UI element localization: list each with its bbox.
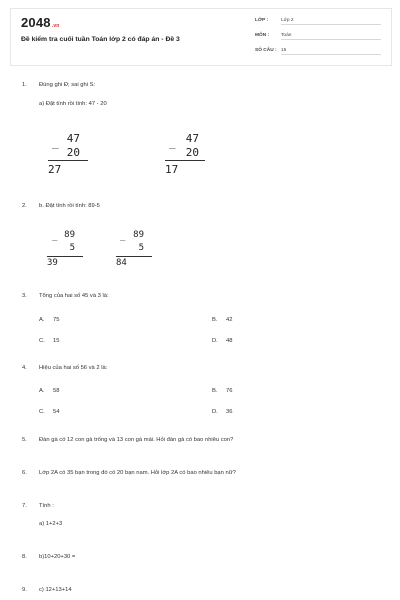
question-number: 5. [22, 437, 27, 443]
question-number: 9. [22, 587, 27, 593]
meta-subject: MÔN : Toán [255, 33, 381, 40]
question-number: 7. [22, 503, 27, 509]
calc-divider [165, 160, 205, 161]
question-number: 2. [22, 203, 27, 209]
answer-option[interactable]: A. 58 [39, 388, 60, 394]
answer-option[interactable]: D. 48 [212, 338, 233, 344]
answer-option[interactable]: C. 54 [39, 409, 60, 415]
calc-divider [47, 256, 83, 257]
calc-divider [48, 160, 88, 161]
question-text: b. Đặt tính rồi tính: 89-5 [39, 203, 100, 209]
vertical-calculation: _ 89 5 39 [45, 230, 85, 270]
question-number: 4. [22, 365, 27, 371]
answer-option[interactable]: B. 76 [212, 388, 233, 394]
question-text: b)10+20+30 = [39, 554, 76, 560]
question-text: Tính : [39, 503, 54, 509]
calc-divider [116, 256, 152, 257]
meta-class: LỚP : Lớp 2 [255, 18, 381, 25]
question-number: 8. [22, 554, 27, 560]
question-number: 3. [22, 293, 27, 299]
question-text: Hiệu của hai số 56 và 2 là: [39, 365, 108, 371]
question-subtext: a) Đặt tính rồi tính: 47 - 20 [39, 101, 107, 107]
question-text: Đúng ghi Đ; sai ghi S: [39, 82, 96, 88]
worksheet-header [10, 8, 392, 66]
answer-option[interactable]: A. 75 [39, 317, 60, 323]
answer-option[interactable]: B. 42 [212, 317, 233, 323]
answer-option[interactable]: D. 36 [212, 409, 233, 415]
question-text: c) 12+13+14 [39, 587, 72, 593]
question-number: 6. [22, 470, 27, 476]
question-text: Đàn gà có 12 con gà trống và 13 con gà mái. Hỏi đàn gà có bao nhiêu con? [39, 437, 234, 443]
vertical-calculation: _ 47 20 27 [46, 132, 88, 176]
question-number: 1. [22, 82, 27, 88]
question-text: Lớp 2A có 35 bạn trong đó có 20 bạn nam. Hỏi lớp 2A có bao nhiêu bạn nữ? [39, 470, 236, 476]
question-subtext: a) 1+2+3 [39, 521, 63, 527]
site-logo[interactable]: 2048.vn [21, 15, 60, 30]
document-title: Đề kiểm tra cuối tuần Toán lớp 2 có đáp án - Đề 3 [21, 36, 180, 43]
meta-question-count: SỐ CÂU : 15 [255, 48, 381, 55]
answer-option[interactable]: C. 15 [39, 338, 60, 344]
vertical-calculation: _ 47 20 17 [163, 132, 205, 176]
question-text: Tổng của hai số 45 và 3 là: [39, 293, 109, 299]
vertical-calculation: _ 89 5 84 [114, 230, 154, 270]
